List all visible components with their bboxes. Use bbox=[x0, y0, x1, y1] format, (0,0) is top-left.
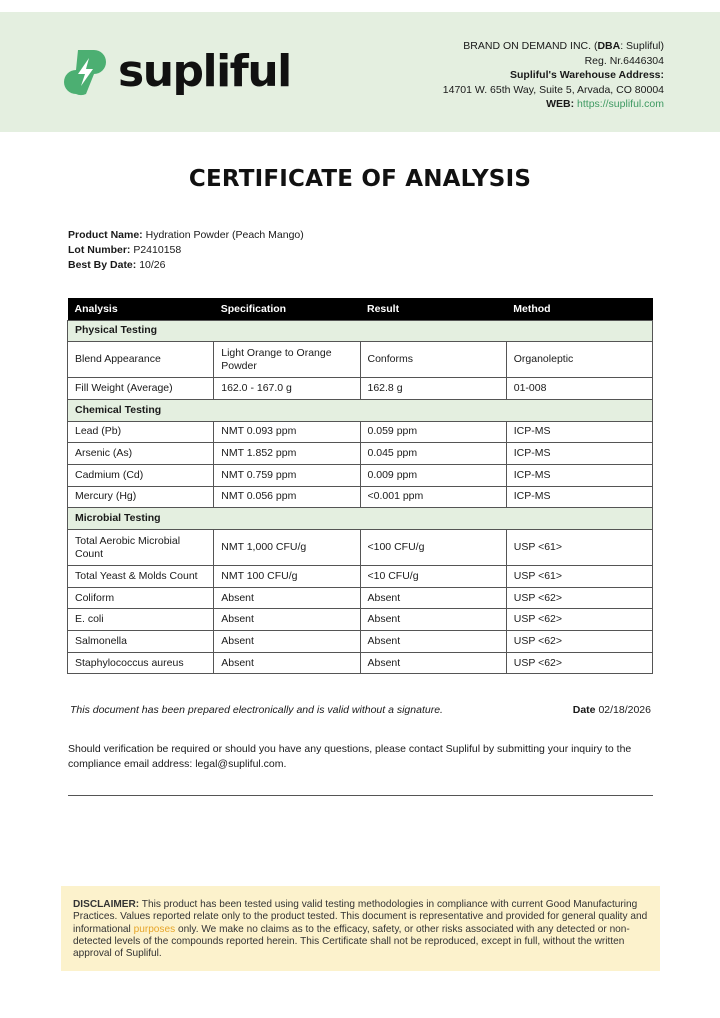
table-row: Arsenic (As) NMT 1.852 ppm 0.045 ppm ICP-MS bbox=[68, 443, 653, 465]
disclaimer-text-2: only. We make no claims as to the efficacy, safety, or other risks associated with any detected or non-detected levels of the compounds reported herein. This Certificate shall not be reproduced, except in full, without the written approval of Supliful. bbox=[73, 923, 630, 960]
table-row: Coliform Absent Absent USP <62> bbox=[68, 587, 653, 609]
table-row: Staphylococcus aureus Absent Absent USP <62> bbox=[68, 652, 653, 674]
disclaimer-box bbox=[61, 886, 660, 971]
header-method: Method bbox=[506, 298, 652, 320]
disclaimer-text-1: This product has been tested using valid testing methodologies in compliance with current Good Manufacturing Practices. Values reported relate only to the product tested. This document is representative and provided for general quality and informational bbox=[73, 899, 648, 935]
letterhead bbox=[0, 12, 720, 132]
header-analysis: Analysis bbox=[68, 298, 214, 320]
table-row: Total Aerobic Microbial Count NMT 1,000 CFU/g <100 CFU/g USP <61> bbox=[68, 530, 653, 566]
best-by-line: Best By Date: 10/26 bbox=[68, 258, 166, 271]
website-link[interactable]: https://supliful.com bbox=[577, 98, 664, 111]
table-row: Salmonella Absent Absent USP <62> bbox=[68, 631, 653, 653]
product-details bbox=[68, 228, 304, 272]
disclaimer-label: DISCLAIMER: bbox=[73, 899, 140, 910]
table-header-row bbox=[68, 298, 653, 320]
company-name: BRAND ON DEMAND INC. (DBA: Supliful) bbox=[463, 40, 664, 52]
disclaimer-highlight: purposes bbox=[133, 923, 176, 935]
table-row: Mercury (Hg) NMT 0.056 ppm <0.001 ppm ICP-MS bbox=[68, 486, 653, 508]
analysis-table bbox=[67, 298, 653, 674]
website: WEB: https://supliful.com bbox=[546, 98, 664, 111]
header-specification: Specification bbox=[214, 298, 360, 320]
section-chemical: Chemical Testing bbox=[68, 399, 653, 421]
table-row: Lead (Pb) NMT 0.093 ppm 0.059 ppm ICP-MS bbox=[68, 421, 653, 443]
contact-paragraph: Should verification be required or should you have any questions, please contact Supliful by submitting your inquiry to the compliance email address: legal@supliful.com. bbox=[68, 743, 632, 770]
registration-number: Reg. Nr.6446304 bbox=[584, 54, 664, 67]
issue-date: Date 02/18/2026 bbox=[572, 704, 651, 716]
lot-number-line: Lot Number: P2410158 bbox=[68, 243, 182, 256]
brand-logo bbox=[64, 46, 291, 98]
table-row: Blend Appearance Light Orange to Orange Powder Conforms Organoleptic bbox=[68, 342, 653, 378]
table-row: Cadmium (Cd) NMT 0.759 ppm 0.009 ppm ICP-MS bbox=[68, 464, 653, 486]
warehouse-label: Supliful's Warehouse Address: bbox=[510, 69, 664, 82]
lightning-bolt-icon bbox=[64, 46, 106, 98]
product-name-line: Product Name: Hydration Powder (Peach Mango) bbox=[68, 229, 304, 241]
document-title: CERTIFICATE OF ANALYSIS bbox=[188, 166, 532, 192]
electronic-signature-note: This document has been prepared electronically and is valid without a signature. bbox=[70, 704, 443, 716]
warehouse-address: 14701 W. 65th Way, Suite 5, Arvada, CO 80004 bbox=[442, 83, 664, 96]
brand-wordmark: supliful bbox=[118, 46, 291, 97]
table-row: Fill Weight (Average) 162.0 - 167.0 g 162.8 g 01-008 bbox=[68, 378, 653, 400]
table-row: Total Yeast & Molds Count NMT 100 CFU/g <10 CFU/g USP <61> bbox=[68, 566, 653, 588]
header-result: Result bbox=[360, 298, 506, 320]
table-row: E. coli Absent Absent USP <62> bbox=[68, 609, 653, 631]
section-physical: Physical Testing bbox=[68, 320, 653, 342]
section-microbial: Microbial Testing bbox=[68, 508, 653, 530]
company-info bbox=[443, 39, 664, 112]
divider-line bbox=[68, 795, 653, 796]
